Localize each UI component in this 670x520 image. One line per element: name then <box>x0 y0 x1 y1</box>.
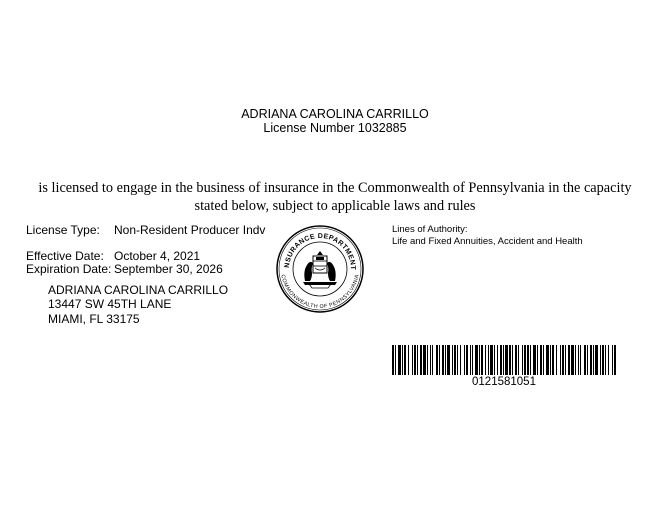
lines-of-authority-value: Life and Fixed Annuities, Accident and Health <box>392 236 583 247</box>
seal-top-text: NSURANCE DEPARTMENT <box>283 232 357 271</box>
effective-date-label: Effective Date: <box>26 249 104 263</box>
barcode-number: 0121581051 <box>472 376 536 388</box>
mailing-address-street: 13447 SW 45TH LANE <box>48 297 172 311</box>
mailing-address-city: MIAMI, FL 33175 <box>48 312 140 326</box>
svg-text:COMMONWEALTH OF PENNSYLVANIA <box>279 274 360 310</box>
license-type-label: License Type: <box>26 223 100 237</box>
state-seal-icon <box>275 224 365 314</box>
barcode-icon <box>392 345 616 375</box>
licensee-name: ADRIANA CAROLINA CARRILLO <box>241 107 429 121</box>
expiration-date-label: Expiration Date: <box>26 262 112 276</box>
effective-date-value: October 4, 2021 <box>114 249 201 263</box>
lines-of-authority-label: Lines of Authority: <box>392 224 468 235</box>
mailing-address-name: ADRIANA CAROLINA CARRILLO <box>48 283 229 297</box>
license-number: License Number 1032885 <box>263 121 407 132</box>
seal-bottom-text: COMMONWEALTH OF PENNSYLVANIA <box>279 274 361 311</box>
license-type-value: Non-Resident Producer Indv <box>114 223 266 237</box>
license-statement: is licensed to engage in the business of insurance in the Commonwealth of Pennsylvania in the capacity stated below, subject to applicable laws and rules <box>38 180 632 214</box>
expiration-date-value: September 30, 2026 <box>114 262 223 276</box>
svg-text:INSURANCE DEPARTMENT <box>275 224 356 271</box>
